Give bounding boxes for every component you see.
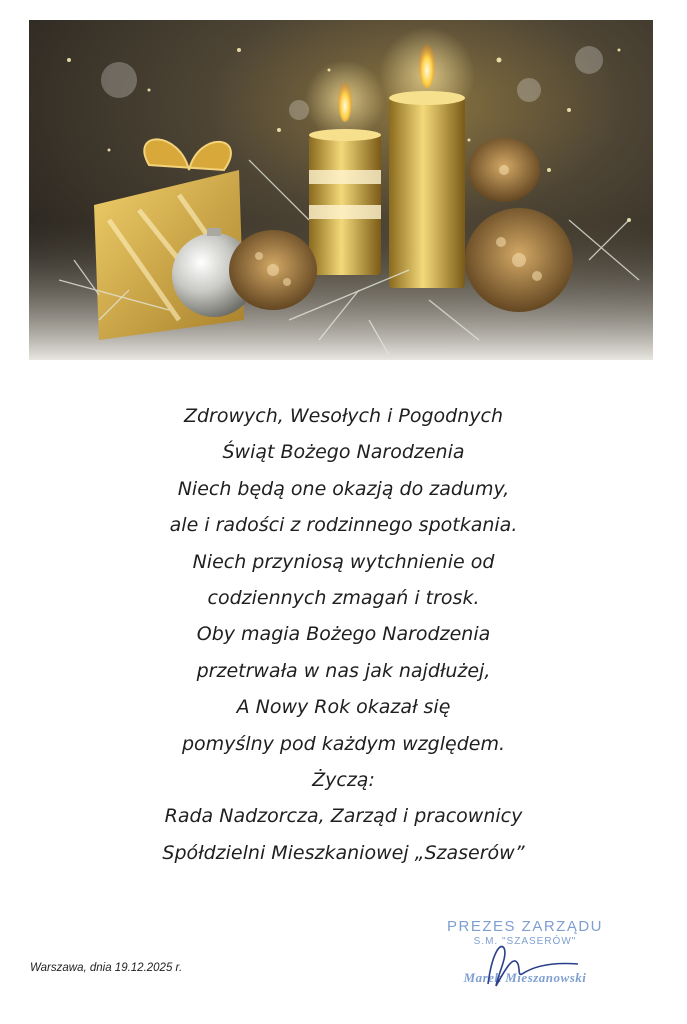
- place-date: Warszawa, dnia 19.12.2025 r.: [30, 962, 183, 974]
- greeting-line: Oby magia Bożego Narodzenia: [196, 623, 491, 646]
- stamp-organization: S.M. "SZASERÓW": [473, 936, 577, 947]
- greeting-line: pomyślny pod każdym względem.: [181, 732, 506, 755]
- greeting-line: Niech będą one okazją do zadumy,: [177, 477, 510, 500]
- greeting-line: codziennych zmagań i trosk.: [207, 587, 480, 610]
- handwritten-signature: [478, 934, 588, 994]
- stamp-title: PREZES ZARZĄDU: [446, 918, 603, 935]
- greeting-line: Życzą:: [312, 769, 375, 792]
- greeting-line: ale i radości z rodzinnego spotkania.: [169, 514, 518, 537]
- greeting-line: Świąt Bożego Narodzenia: [222, 441, 465, 464]
- stamp-name: Marek Mieszanowski: [463, 970, 587, 985]
- greeting-line: A Nowy Rok okazał się: [236, 696, 451, 719]
- greeting-text: [0, 398, 687, 871]
- greeting-line: Spółdzielni Mieszkaniowej „Szaserów”: [162, 841, 525, 864]
- greeting-line: Zdrowych, Wesołych i Pogodnych: [183, 405, 503, 427]
- greeting-line: Rada Nadzorcza, Zarząd i pracownicy: [164, 805, 523, 828]
- greeting-line: Niech przyniosą wytchnienie od: [192, 550, 495, 573]
- greeting-line: przetrwała w nas jak najdłużej,: [196, 659, 491, 682]
- christmas-banner-image: [29, 20, 653, 360]
